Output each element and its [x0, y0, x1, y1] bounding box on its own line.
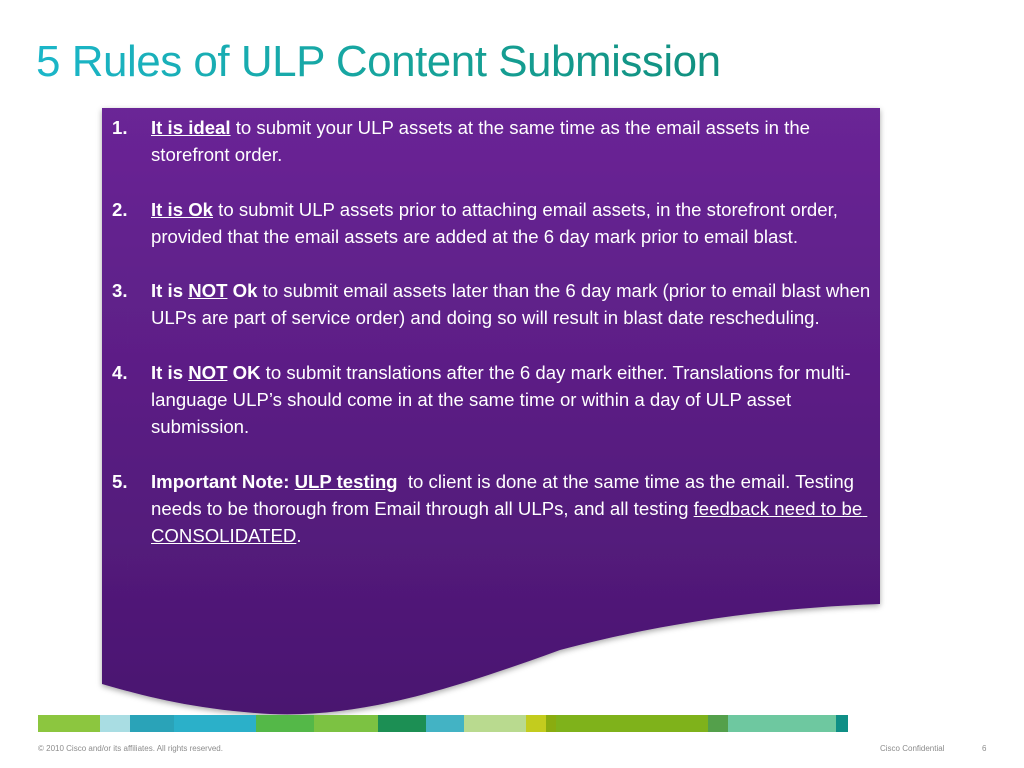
rules-list: [112, 114, 874, 577]
rule-text: [151, 277, 874, 332]
rule-text-segment: It is ideal: [151, 117, 231, 138]
color-band-segment: [314, 715, 378, 732]
rule-text-segment: to client is done at the same time as the email. Testing needs to be thorough from Email through all ULPs, and all testing: [151, 470, 860, 519]
color-band-segment: [728, 715, 836, 732]
rule-item: [112, 196, 874, 251]
color-band-segment: [526, 715, 546, 732]
color-band-segment: [130, 715, 174, 732]
rule-text-segment: It is Ok: [151, 198, 214, 220]
rule-number: 2.: [112, 198, 128, 220]
rule-number: 1.: [112, 117, 128, 138]
rule-text-segment: Ok: [227, 280, 258, 302]
confidential-label: Cisco Confidential: [880, 744, 945, 753]
color-band-segment: [836, 715, 848, 732]
rule-number: 3.: [112, 280, 128, 302]
rule-text: [151, 468, 874, 550]
rule-text-segment: to submit translations after the 6 day mark either. Translations for multi-language ULP’s should come in at the same time or within a day of ULP asset submission.: [151, 361, 851, 438]
rule-number: 5.: [112, 470, 128, 492]
rule-text-segment: ULP testing: [294, 470, 398, 492]
color-band-segment: [708, 715, 728, 732]
rule-text-segment: to submit ULP assets prior to attaching email assets, in the storefront order, provided that the email assets are added at the 6 day mark prior to email blast.: [151, 198, 844, 247]
color-band-segment: [100, 715, 130, 732]
rule-item: [112, 359, 874, 441]
color-band-segment: [426, 715, 464, 732]
rule-text: [151, 196, 874, 251]
rule-text-segment: NOT: [188, 361, 228, 383]
page-number: 6: [982, 744, 987, 753]
rule-text: [151, 114, 874, 169]
rule-item: [112, 114, 874, 169]
rule-text-segment: NOT: [188, 280, 228, 302]
color-band-segment: [256, 715, 314, 732]
color-band-segment: [546, 715, 556, 732]
color-band-segment: [378, 715, 426, 732]
slide-title: 5 Rules of ULP Content Submission: [36, 34, 721, 90]
rule-text-segment: OK: [227, 361, 261, 383]
rule-text: [151, 359, 874, 441]
rule-text-segment: to submit your ULP assets at the same time as the email assets in the storefront order.: [151, 117, 816, 166]
rule-number: 4.: [112, 361, 128, 383]
rule-text-segment: to submit email assets later than the 6 day mark (prior to email blast when ULPs are part of service order) and doing so will result in blast date rescheduling.: [151, 280, 876, 329]
color-band-segment: [174, 715, 256, 732]
rule-item: [112, 468, 874, 550]
rule-text-segment: It is: [151, 361, 189, 383]
rule-item: [112, 277, 874, 332]
color-band-segment: [464, 715, 526, 732]
color-band: [38, 715, 987, 732]
rule-text-segment: feedback need to be CONSOLIDATED: [151, 497, 868, 547]
copyright-text: © 2010 Cisco and/or its affiliates. All rights reserved.: [38, 744, 223, 753]
color-band-segment: [556, 715, 708, 732]
rule-text-segment: It is: [151, 280, 189, 302]
rule-text-segment: .: [296, 525, 302, 547]
color-band-segment: [38, 715, 100, 732]
rule-text-segment: Important Note:: [151, 470, 295, 492]
